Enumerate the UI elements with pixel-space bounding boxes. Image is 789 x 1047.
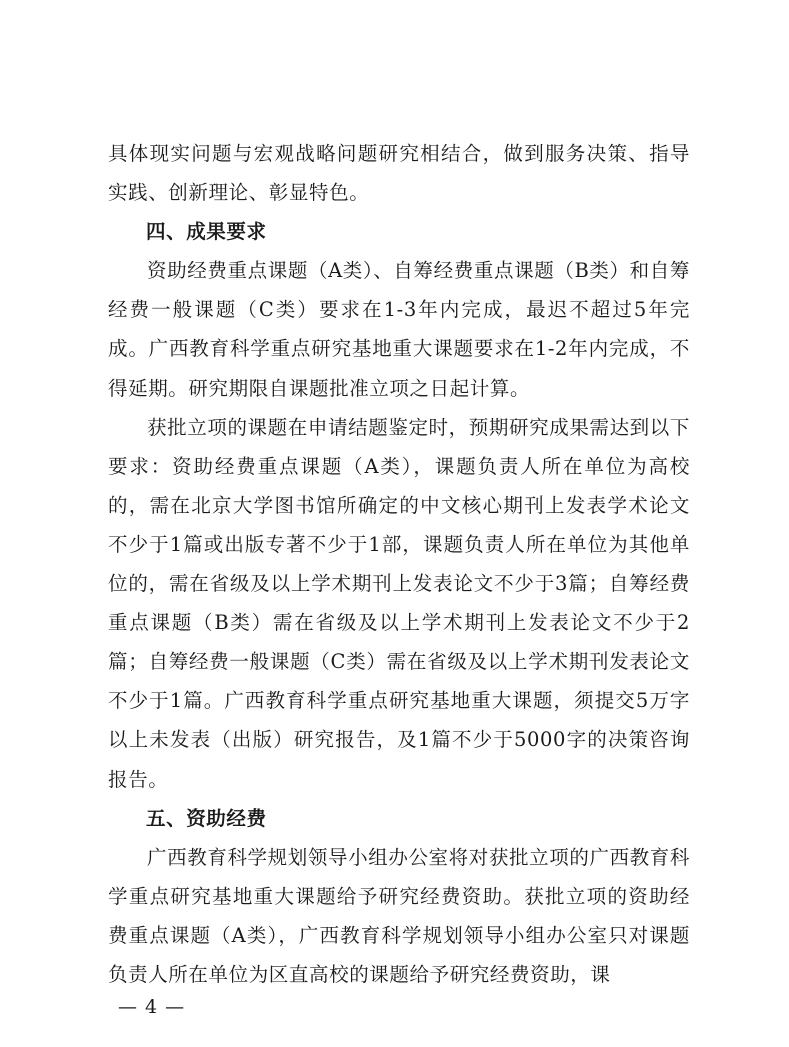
section-heading: 四、成果要求 (146, 220, 267, 244)
document-body (108, 134, 690, 994)
paragraph: 资助经费重点课题（A类）、自筹经费重点课题（B类）和自筹经费一般课题（C类）要求在1-3年内完成，最迟不超过5年完成。广西教育科学重点研究基地重大课题要求在1-2年内完成，不得延期。研究期限自课题批准立项之日起计算。 (108, 259, 690, 400)
paragraph: 获批立项的课题在申请结题鉴定时，预期研究成果需达到以下要求：资助经费重点课题（A类），课题负责人所在单位为高校的，需在北京大学图书馆所确定的中文核心期刊上发表学术论文不少于1篇或出版专著不少于1部，课题负责人所在单位为其他单位的，需在省级及以上学术期刊上发表论文不少于3篇；自筹经费重点课题（B类）需在省级及以上学术期刊上发表论文不少于2篇；自筹经费一般课题（C类）需在省级及以上学术期刊发表论文不少于1篇。广西教育科学重点研究基地重大课题，须提交5万字以上未发表（出版）研究报告，及1篇不少于5000字的决策咨询报告。 (108, 415, 690, 791)
section-heading: 五、资助经费 (146, 806, 267, 830)
paragraph: 具体现实问题与宏观战略问题研究相结合，做到服务决策、指导实践、创新理论、彰显特色。 (108, 142, 690, 205)
page-number: — 4 — (118, 996, 186, 1018)
paragraph: 广西教育科学规划领导小组办公室将对获批立项的广西教育科学重点研究基地重大课题给予研究经费资助。获批立项的资助经费重点课题（A类），广西教育科学规划领导小组办公室只对课题负责人所在单位为区直高校的课题给予研究经费资助，课 (108, 845, 690, 986)
